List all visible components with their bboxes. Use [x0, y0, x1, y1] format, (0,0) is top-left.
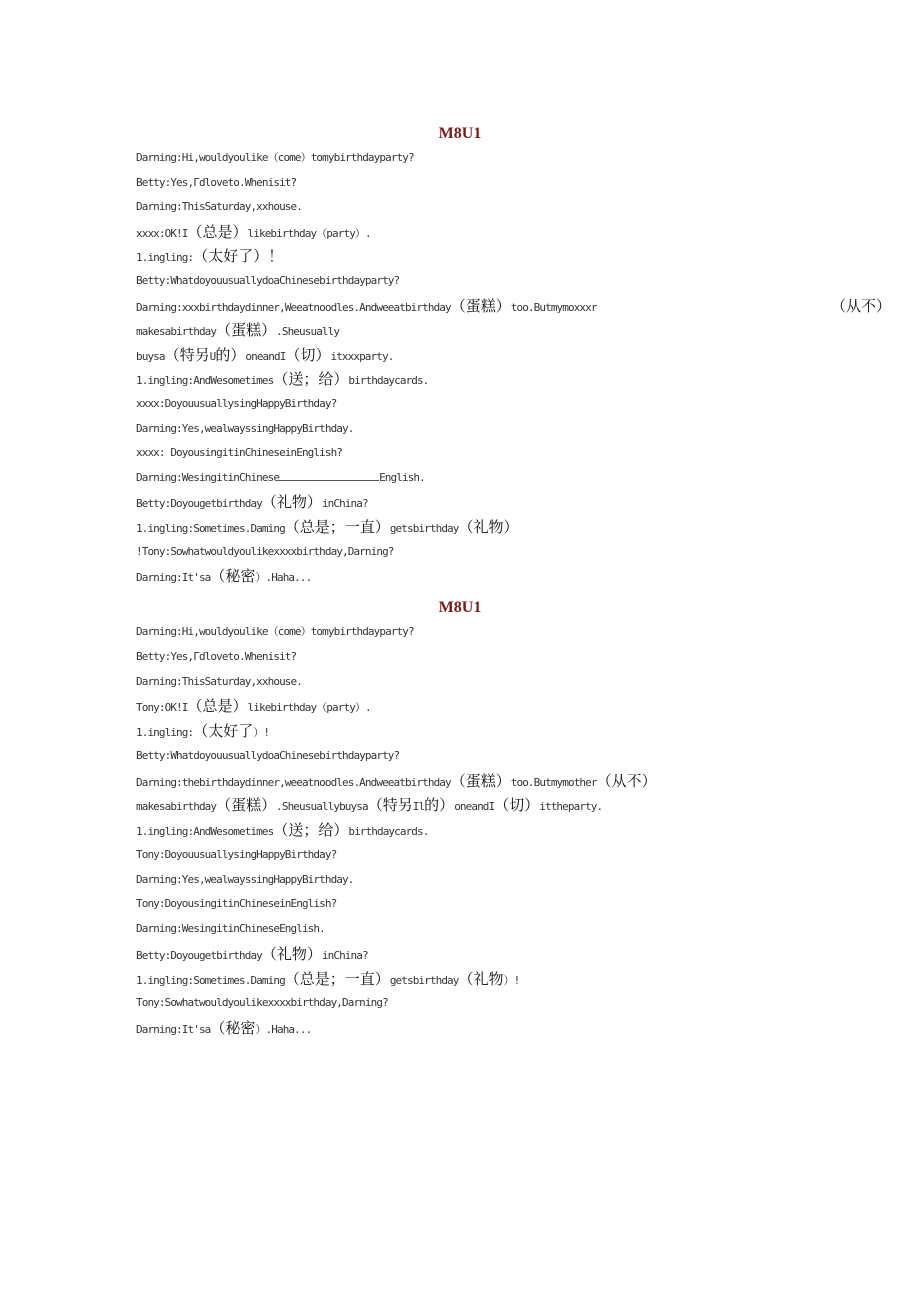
- line-text: 1.ingling:: [136, 251, 194, 265]
- line-text: Betty:WhatdoyouusuallydoaChinesebirthdayparty?: [136, 274, 400, 287]
- chinese-hint: （切）: [285, 345, 331, 364]
- line-text: Betty:Yes,Γdloveto.Whenisit?: [136, 649, 297, 663]
- line-text: Tony:DoyouusuallysingHappyBirthday?: [136, 847, 337, 861]
- line-text: 1.ingling:Sometimes.Daming: [136, 973, 285, 987]
- chinese-hint: （秘密: [210, 1019, 256, 1037]
- chinese-hint: （太好了: [193, 722, 254, 740]
- line-text: ）!: [253, 726, 270, 739]
- chinese-hint: （总是）: [187, 222, 248, 241]
- dialogue-line: [136, 968, 519, 990]
- line-text: inChina?: [321, 497, 368, 511]
- line-text: Darning:ThisSaturday,xxhouse.: [136, 200, 302, 214]
- line-text: Tony:Sowhatwouldyoulikexxxxbirthday,Darning?: [136, 996, 388, 1010]
- chinese-hint: （总是；一直）: [284, 969, 390, 988]
- chinese-hint: （送；给）: [273, 821, 349, 839]
- line-text: too.Butmymoxxxr: [510, 300, 597, 314]
- line-text: oneandI: [245, 349, 286, 363]
- line-text: Il: [412, 800, 425, 814]
- line-text: 1.ingling:Sometimes.Daming: [136, 522, 285, 535]
- chinese-hint: （从不）: [831, 296, 892, 315]
- dialogue-line: [136, 172, 296, 194]
- line-text: getsbirthday: [389, 973, 459, 987]
- line-text: Darning:It'sa: [136, 571, 211, 585]
- dialogue-line: [136, 418, 353, 440]
- dialogue-line: [136, 270, 399, 292]
- line-text: U: [209, 349, 216, 363]
- dialogue-line: [136, 869, 353, 891]
- line-text: Darning:Yes,wealwayssingHappyBirthday.: [136, 872, 354, 886]
- chinese-hint: （蛋糕）: [216, 321, 277, 340]
- fill-in-blank: [279, 469, 379, 481]
- line-text: likebirthday（party）.: [247, 701, 371, 715]
- line-text: Darning:thebirthdaydinner,weeatnoodles.Andweeatbirthday: [136, 775, 451, 789]
- chinese-hint: （蛋糕）: [450, 771, 511, 790]
- line-text: Darning:WesingitinChineseEnglish.: [136, 922, 325, 935]
- chinese-hint: （礼物）: [261, 944, 322, 963]
- chinese-hint: （切）: [494, 796, 540, 815]
- chinese-hint: （蛋糕）: [216, 796, 277, 815]
- dialogue-line: [136, 368, 428, 390]
- dialogue-line: [136, 819, 428, 841]
- chinese-hint: （总是；一直）: [284, 518, 390, 536]
- dialogue-line: [136, 770, 657, 792]
- dialogue-line: [136, 695, 371, 717]
- dialogue-line: [136, 196, 302, 218]
- line-text: 1.ingling:AndWesometimes: [136, 374, 274, 388]
- dialogue-line: [136, 621, 414, 643]
- line-text: inChina?: [321, 948, 368, 962]
- dialogue-line: [136, 918, 325, 940]
- line-text: English.: [379, 470, 425, 484]
- line-text: Betty:WhatdoyouusuallydoaChinesebirthdayparty?: [136, 748, 400, 762]
- dialogue-line: [136, 646, 296, 668]
- chinese-hint: （送；给）: [273, 370, 349, 389]
- chinese-hint: 的）: [424, 796, 455, 815]
- dialogue-line: [136, 245, 283, 267]
- line-text: too.Butmymother: [510, 775, 597, 789]
- line-text: Darning:Hi,wouldyoulike（come）tomybirthdayparty?: [136, 151, 414, 164]
- dialogue-line: [136, 1017, 311, 1039]
- dialogue-line: [136, 671, 302, 693]
- line-text: Darning:xxxbirthdaydinner,Weeatnoodles.Andweeatbirthday: [136, 300, 451, 314]
- line-text: ）!: [503, 973, 520, 987]
- dialogue-line: [136, 393, 336, 415]
- section-title: M8U1: [438, 599, 482, 616]
- line-text: ittheparty.: [539, 800, 603, 814]
- line-text: .Sheusually: [276, 325, 340, 339]
- line-text: Darning:WesingitinChinese: [136, 470, 280, 484]
- dialogue-line: [136, 467, 425, 489]
- line-text: Tony:DoyousingitinChineseinEnglish?: [136, 897, 337, 911]
- line-text: Betty:Doyougetbirthday: [136, 497, 262, 511]
- line-text: !Tony:Sowhatwouldyoulikexxxxbirthday,Darning?: [136, 544, 394, 558]
- line-text: xxxx: DoyousingitinChineseinEnglish?: [136, 446, 343, 460]
- line-text: birthdaycards.: [348, 825, 429, 838]
- line-text: getsbirthday: [389, 522, 459, 535]
- chinese-hint: （从不）: [596, 771, 657, 790]
- chinese-hint: （礼物）: [458, 518, 519, 536]
- line-text: .Sheusuallybuysa: [276, 800, 368, 814]
- chinese-hint: （蛋糕）: [450, 296, 511, 315]
- line-text: xxxx:DoyouusuallysingHappyBirthday?: [136, 397, 337, 410]
- dialogue-line: [136, 720, 269, 742]
- dialogue-line: [136, 442, 342, 464]
- line-text: Darning:Hi,wouldyoulike（come）tomybirthdayparty?: [136, 625, 414, 638]
- chinese-hint: （秘密: [210, 567, 256, 586]
- section-title: M8U1: [438, 125, 482, 142]
- dialogue-line: [136, 893, 336, 915]
- dialogue-line: [136, 295, 892, 317]
- line-text: Tony:OK!I: [136, 701, 188, 715]
- chinese-hint: （总是）: [187, 697, 248, 716]
- chinese-hint: （特另: [164, 345, 210, 364]
- dialogue-line: [136, 344, 393, 366]
- dialogue-line: [136, 745, 399, 767]
- line-text: Betty:Doyougetbirthday: [136, 948, 262, 962]
- line-text: xxxx:OK!I: [136, 226, 188, 240]
- line-text: Darning:Yes,wealwayssingHappyBirthday.: [136, 421, 354, 435]
- line-text: 1.ingling:AndWesometimes: [136, 825, 274, 838]
- chinese-hint: （太好了）！: [193, 247, 284, 266]
- dialogue-line: [136, 794, 602, 816]
- dialogue-line: [136, 516, 519, 538]
- line-text: 1.ingling:: [136, 726, 194, 739]
- line-text: Darning:ThisSaturday,xxhouse.: [136, 674, 302, 688]
- dialogue-line: [136, 541, 394, 563]
- dialogue-line: [136, 844, 336, 866]
- dialogue-line: [136, 319, 339, 341]
- line-text: itxxxparty.: [330, 349, 394, 363]
- line-text: makesabirthday: [136, 800, 217, 814]
- line-text: makesabirthday: [136, 325, 217, 339]
- dialogue-line: [136, 992, 388, 1014]
- chinese-hint: （特另: [367, 796, 413, 815]
- line-text: birthdaycards.: [348, 374, 429, 388]
- dialogue-line: [136, 491, 368, 513]
- line-text: likebirthday（party）.: [247, 226, 371, 240]
- line-text: Darning:It'sa: [136, 1023, 211, 1036]
- line-text: ）.Haha...: [255, 1023, 312, 1036]
- chinese-hint: （礼物）: [261, 493, 322, 512]
- dialogue-line: [136, 147, 414, 169]
- chinese-hint: 的）: [215, 345, 246, 364]
- line-text: buysa: [136, 349, 165, 363]
- line-text: ）.Haha...: [255, 571, 312, 585]
- line-text: Betty:Yes,Γdloveto.Whenisit?: [136, 175, 297, 189]
- chinese-hint: （礼物: [458, 969, 504, 988]
- dialogue-line: [136, 565, 311, 587]
- line-text: oneandI: [454, 800, 495, 814]
- dialogue-line: [136, 221, 371, 243]
- dialogue-line: [136, 943, 368, 965]
